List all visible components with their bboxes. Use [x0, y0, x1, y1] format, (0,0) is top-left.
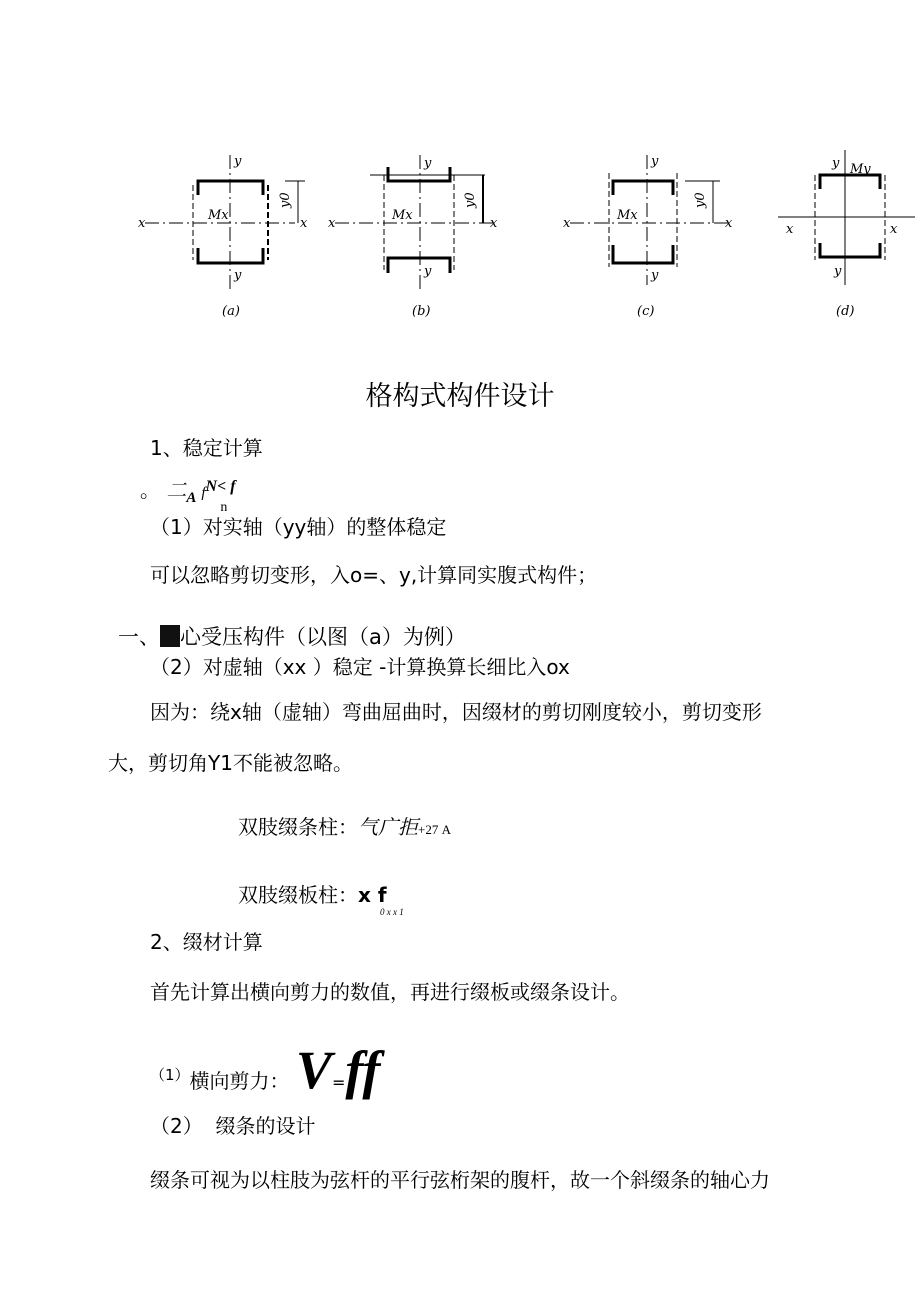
paragraph: 缀条可视为以柱肢为弦杆的平行弦桁架的腹杆，故一个斜缀条的轴心力: [150, 1168, 770, 1192]
batten-column-formula: [238, 883, 387, 907]
paragraph: （2） 缀条的设计: [150, 1114, 316, 1138]
formula-symbol: N< f: [205, 478, 236, 495]
moment-label: Mx: [392, 208, 413, 223]
section-heading-stability: 1、稳定计算: [150, 436, 263, 460]
formula-symbol: 二: [166, 480, 187, 502]
x-axis-label: x: [490, 216, 498, 231]
x-axis-label: x: [786, 222, 794, 237]
figure-c: [555, 145, 745, 325]
x-axis-label: x: [138, 216, 146, 231]
x-axis-label: x: [328, 216, 336, 231]
figure-caption: (c): [637, 304, 655, 319]
x-axis-label: x: [563, 216, 571, 231]
formula-symbol: ff: [345, 1040, 381, 1100]
formula-symbol: A: [186, 490, 197, 506]
page-title: 格构式构件设计: [365, 381, 555, 412]
formula-symbol: =: [331, 1073, 346, 1092]
paragraph: 因为：绕x轴（虚轴）弯曲屈曲时，因缀材的剪切刚度较小，剪切变形: [150, 700, 762, 724]
heading-text: 心受压构件（以图（a）为例）: [180, 625, 466, 649]
y-axis-label: y: [234, 268, 242, 283]
paragraph: 大，剪切角Y1不能被忽略。: [108, 751, 353, 775]
y-axis-label: y: [424, 156, 432, 171]
formula-symbol: V: [295, 1040, 332, 1100]
y-axis-label: y: [651, 154, 659, 169]
figure-d: [770, 145, 920, 325]
y-axis-label: y: [651, 268, 659, 283]
y-axis-label: y: [834, 264, 842, 279]
figure-b: [320, 145, 510, 325]
offset-label: y0: [463, 192, 478, 208]
stability-formula: [140, 478, 236, 515]
formula-symbol: f: [201, 485, 206, 501]
y-axis-label: y: [234, 154, 242, 169]
figure-caption: (a): [222, 304, 240, 319]
section-heading-lacing: 2、缀材计算: [150, 930, 263, 954]
formula-text: x f: [358, 883, 387, 907]
paragraph: （2）对虚轴（xx ）稳定 -计算换算长细比入ox: [150, 655, 570, 679]
redacted-block: [160, 625, 180, 647]
offset-label: y0: [693, 192, 708, 208]
offset-label: y0: [278, 192, 293, 208]
figure-caption: (b): [412, 304, 431, 319]
moment-label: Mx: [617, 208, 638, 223]
formula-body: [166, 478, 236, 515]
bullet: 。: [140, 478, 160, 502]
item-number: （1）: [150, 1066, 190, 1084]
lattice-column-formula: [238, 815, 451, 842]
formula-label: 双肢缀条柱：: [238, 815, 358, 839]
formula-symbol: n: [220, 500, 228, 515]
moment-label: Mx: [208, 208, 229, 223]
moment-label: My: [850, 162, 871, 177]
y-axis-label: y: [832, 156, 840, 171]
x-axis-label: x: [725, 216, 733, 231]
formula-text: +27 A: [418, 822, 451, 837]
x-axis-label: x: [890, 222, 898, 237]
section-heading-axial: [118, 625, 466, 649]
formula-text: 气广拒: [358, 817, 418, 839]
batten-formula-subscript: 0 x x 1: [380, 907, 404, 917]
heading-prefix: 一、: [118, 625, 160, 649]
formula-label: 横向剪力：: [189, 1069, 290, 1093]
x-axis-label: x: [300, 216, 308, 231]
formula-label: 双肢缀板柱：: [238, 883, 358, 907]
shear-formula: [150, 1040, 381, 1108]
figure-caption: (d): [836, 304, 855, 319]
paragraph: 首先计算出横向剪力的数值，再进行缀板或缀条设计。: [150, 980, 630, 1004]
paragraph: （1）对实轴（yy轴）的整体稳定: [150, 515, 447, 539]
figure-a: [130, 145, 310, 325]
paragraph: 可以忽略剪切变形，入o=、y,计算同实腹式构件；: [150, 563, 598, 587]
y-axis-label: y: [424, 264, 432, 279]
